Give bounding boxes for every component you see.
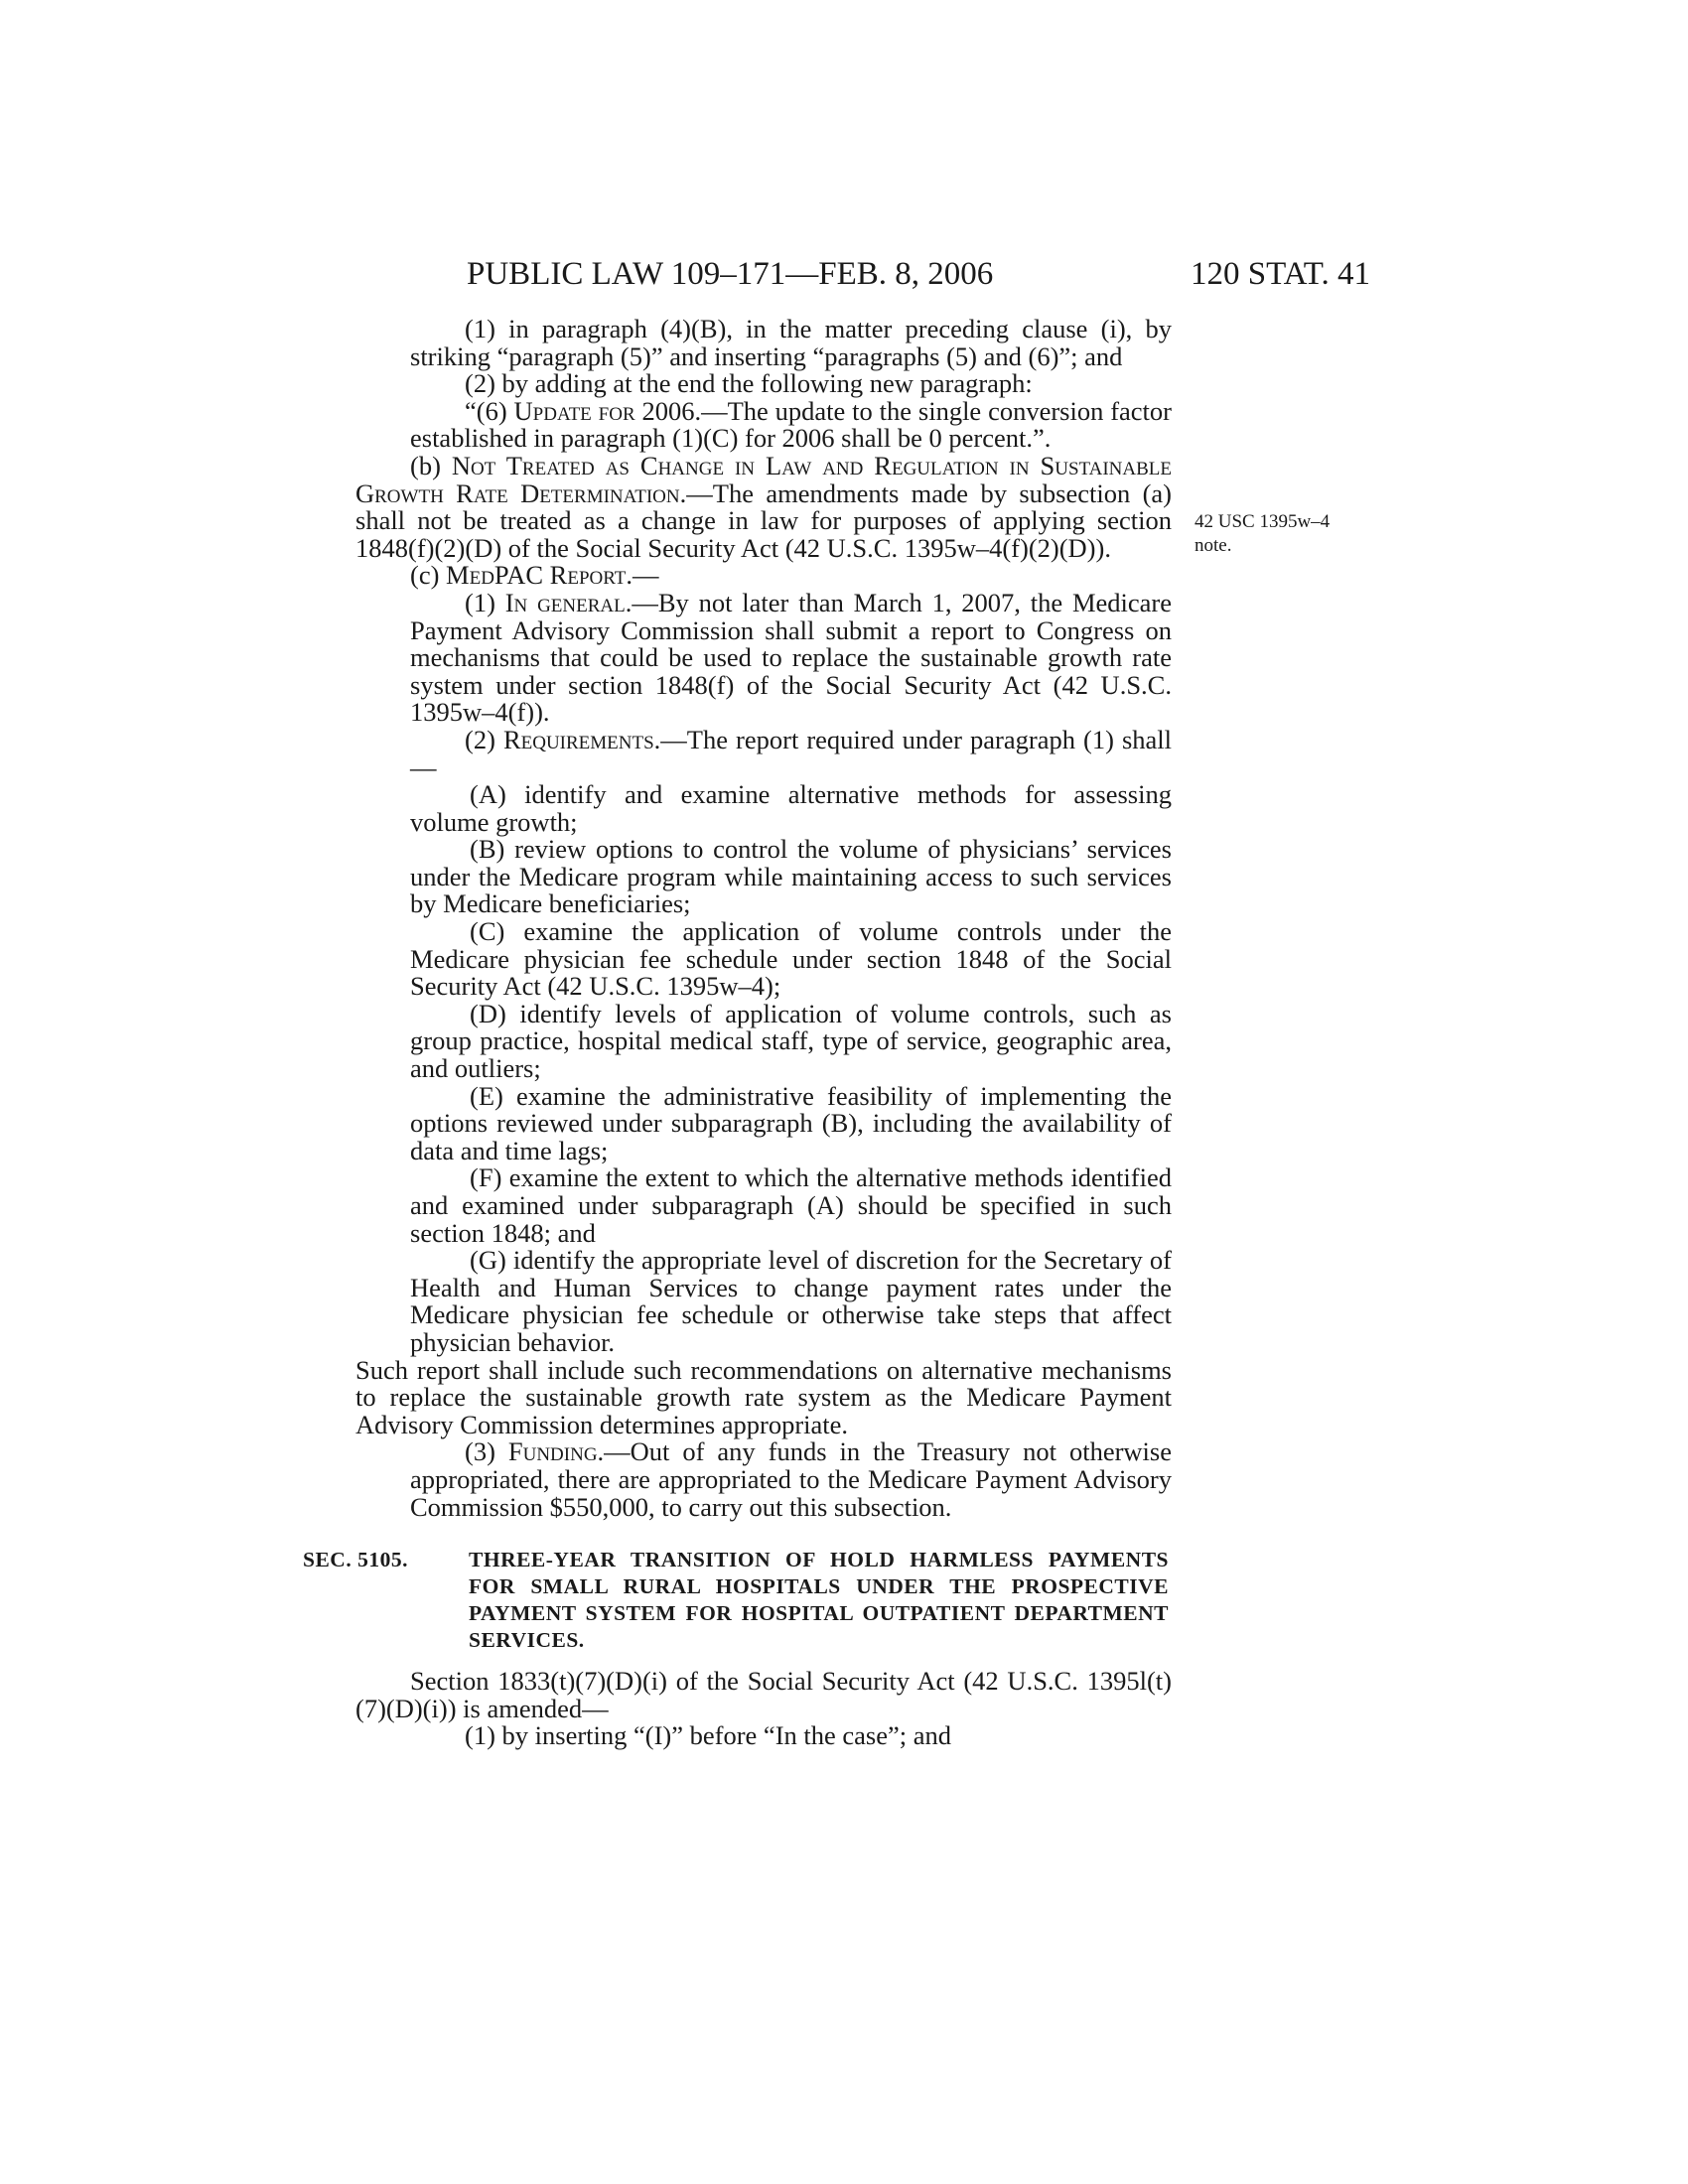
document-body [0,316,1688,1750]
paragraph-update-2006 [410,395,1172,454]
subsection-b-text: .—The amendments made by subsection (a) shall not be treated as a change in law for purposes of applying section 1848(f)(2)(D) of the Social Security Act (42 U.S.C. 1395w–4(f)(2)(D)). [355,478,1173,563]
requirement-c: (C) examine the application of volume controls under the Medicare physician fee schedule under section 1848 of the Social Security Act (42 U.S.C. 1395w–4); [410,916,1172,1002]
c2-heading: Requirements [502,724,654,754]
c3-lead: (3) [465,1436,508,1467]
subsection-b-lead: (b) [410,450,452,480]
subsection-c-text: .— [626,560,659,591]
header-title: PUBLIC LAW 109–171—FEB. 8, 2006 [467,256,994,292]
c1-lead: (1) [465,587,505,617]
section-5105-item-1: (1) by inserting “(I)” before “In the case”; and [465,1720,952,1751]
requirement-g: (G) identify the appropriate level of discretion for the Secretary of Health and Human Services to change payment rates under the Medicare physician fee schedule or otherwise take steps that affect physician behavior. [410,1245,1172,1357]
paragraph-2: (2) by adding at the end the following new paragraph: [465,368,1033,399]
update-text: .—The update to the single conversion factor established in paragraph (1)(C) for 2006 shall be 0 percent.”. [410,395,1172,454]
subsection-b-heading: Not Treated as Change in Law and Regulation in Sustainable Growth Rate Determination [355,450,1172,508]
c1-heading: In general [504,587,626,617]
update-lead: “(6) [465,395,514,426]
report-summary: Such report shall include such recommendations on alternative mechanisms to replace the sustainable growth rate system as the Medicare Payment Advisory Commission determines appropriate. [355,1354,1172,1439]
page-header [467,256,1370,296]
requirement-d: (D) identify levels of application of volume controls, such as group practice, hospital medical staff, type of service, geographic area, and outliers; [410,998,1172,1084]
section-5105-heading [303,1547,1172,1654]
subsection-b [355,450,1173,563]
header-stat-page: 120 STAT. 41 [1190,256,1370,292]
requirement-e: (E) examine the administrative feasibility of implementing the options reviewed under subparagraph (B), including the availability of data and time lags; [410,1080,1172,1165]
section-number: SEC. 5105. [303,1548,408,1572]
requirement-f: (F) examine the extent to which the alternative methods identified and examined under subparagraph (A) should be specified in such section 1848; and [410,1162,1172,1248]
section-title: THREE-YEAR TRANSITION OF HOLD HARMLESS PAYMENTS FOR SMALL RURAL HOSPITALS UNDER THE PROSPECTIVE PAYMENT SYSTEM FOR HOSPITAL OUTPATIENT DEPARTMENT SERVICES. [469,1548,1169,1653]
paragraph-c2 [410,724,1172,782]
c3-text: .—Out of any funds in the Treasury not otherwise appropriated, there are appropriated to the Medicare Payment Advisory Commission $550,000, to carry out this subsection. [410,1436,1172,1522]
paragraph-c1 [410,587,1172,728]
paragraph-c3 [410,1438,1172,1521]
section-5105-intro: Section 1833(t)(7)(D)(i) of the Social Security Act (42 U.S.C. 1395l(t)(7)(D)(i)) is amended— [355,1666,1172,1723]
margin-note-citation: 42 USC 1395w–4 [1195,511,1331,532]
c3-heading: Funding [507,1436,598,1467]
subsection-c-lead: (c) [410,560,447,591]
paragraph-1: (1) in paragraph (4)(B), in the matter preceding clause (i), by striking “paragraph (5)” and inserting “paragraphs (5) and (6)”; and [410,314,1172,371]
subsection-c-heading: MedPAC Report [446,560,627,591]
margin-note-suffix: note. [1195,535,1232,556]
c1-text: .—By not later than March 1, 2007, the Medicare Payment Advisory Commission shall submit a report to Congress on mechanisms that could be used to replace the sustainable growth rate system under section 1848(f) of the Social Security Act (42 U.S.C. 1395w–4(f)). [410,587,1172,728]
c2-text: .—The report required under paragraph (1) shall— [410,724,1172,782]
requirement-b: (B) review options to control the volume of physicians’ services under the Medicare program while maintaining access to such services by Medicare beneficiaries; [410,834,1172,919]
update-heading: Update for 2006 [513,395,695,426]
requirement-a: (A) identify and examine alternative methods for assessing volume growth; [410,779,1172,837]
subsection-c [355,562,1172,590]
c2-lead: (2) [465,724,503,754]
